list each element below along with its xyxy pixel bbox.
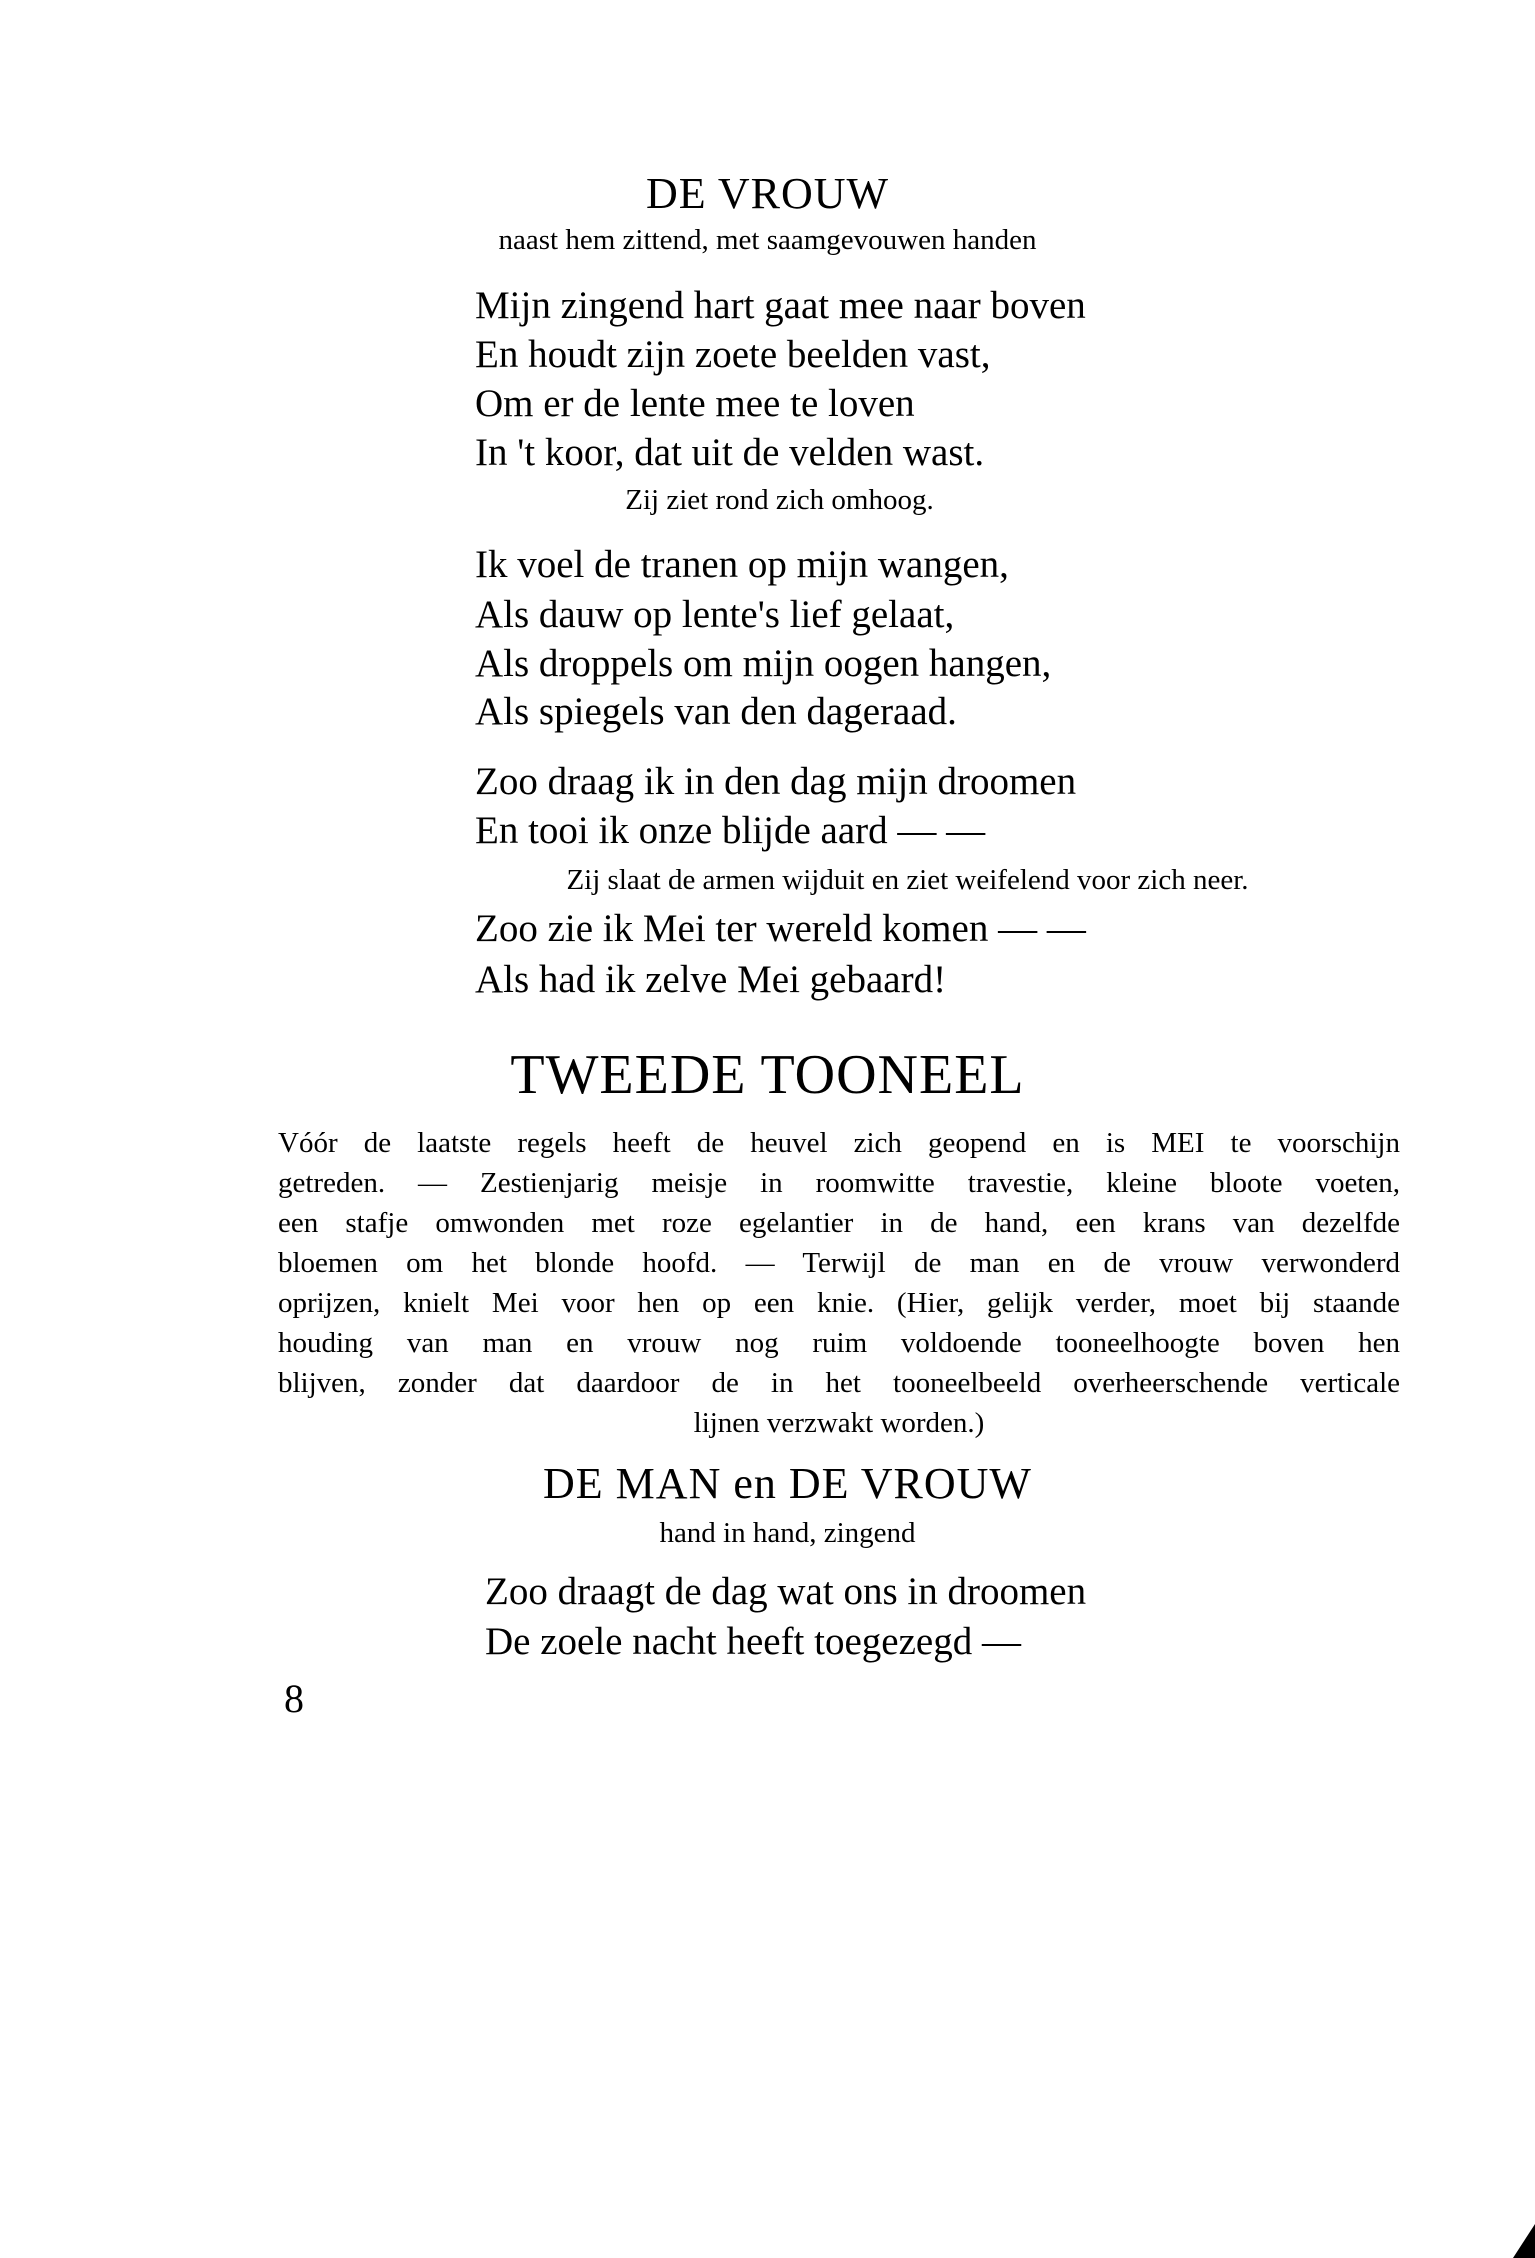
stage-paragraph-line: getreden. — Zestienjarig meisje in roomwitte travestie, kleine bloote voeten, [278, 1167, 1400, 1199]
verse-line: In 't koor, dat uit de velden wast. [475, 431, 985, 474]
verse-line: Als droppels om mijn oogen hangen, [475, 642, 1052, 685]
stage-paragraph-line: oprijzen, knielt Mei voor hen op een knie. (Hier, gelijk verder, moet bij staande [278, 1287, 1400, 1319]
verse-line: Mijn zingend hart gaat mee naar boven [475, 284, 1086, 327]
verse-line: Als had ik zelve Mei gebaard! [475, 958, 947, 1001]
stage-paragraph-line: een stafje omwonden met roze egelantier in de hand, een krans van dezelfde [278, 1207, 1400, 1239]
stage-direction: Zij ziet rond zich omhoog. [625, 484, 934, 516]
verse-line: Als spiegels van den dageraad. [475, 690, 957, 733]
scan-corner-mark [1513, 2224, 1535, 2258]
stage-paragraph-line: Vóór de laatste regels heeft de heuvel zich geopend en is MEI te voorschijn [278, 1127, 1400, 1159]
verse-line: En houdt zijn zoete beelden vast, [475, 333, 991, 376]
verse-line: Zoo draagt de dag wat ons in droomen [485, 1570, 1087, 1613]
stage-direction: naast hem zittend, met saamgevouwen handen [498, 224, 1037, 256]
verse-line: De zoele nacht heeft toegezegd — [485, 1620, 1021, 1663]
stage-direction: Zij slaat de armen wijduit en ziet weifelend voor zich neer. [566, 864, 1249, 896]
page-number: 8 [284, 1676, 304, 1721]
verse-line: Ik voel de tranen op mijn wangen, [475, 543, 1009, 586]
stage-paragraph-line: lijnen verzwakt worden.) [693, 1407, 985, 1439]
stage-paragraph-line: bloemen om het blonde hoofd. — Terwijl de man en de vrouw verwonderd [278, 1247, 1400, 1279]
verse-line: Als dauw op lente's lief gelaat, [475, 593, 955, 636]
scene-title: TWEEDE TOONEEL [510, 1044, 1025, 1106]
verse-line: En tooi ik onze blijde aard — — [475, 809, 986, 852]
verse-line: Om er de lente mee te loven [475, 382, 915, 425]
verse-line: Zoo draag ik in den dag mijn droomen [475, 760, 1077, 803]
speaker-heading: DE VROUW [645, 169, 890, 218]
stage-direction: hand in hand, zingend [659, 1517, 916, 1549]
speaker-heading: DE MAN en DE VROUW [543, 1459, 1032, 1508]
stage-paragraph-line: houding van man en vrouw nog ruim voldoende tooneelhoogte boven hen [278, 1327, 1400, 1359]
verse-line: Zoo zie ik Mei ter wereld komen — — [475, 907, 1086, 950]
stage-paragraph-line: blijven, zonder dat daardoor de in het tooneelbeeld overheerschende verticale [278, 1367, 1400, 1399]
